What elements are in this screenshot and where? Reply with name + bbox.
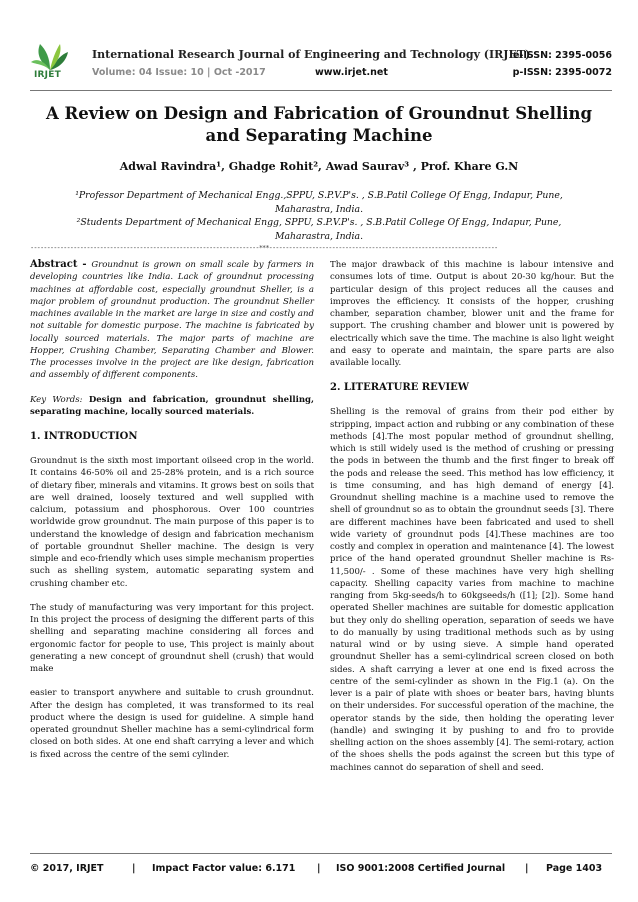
journal-name: International Research Journal of Engineering and Technology (IRJET) (92, 48, 531, 61)
footer-iso: ISO 9001:2008 Certified Journal (336, 863, 506, 874)
affiliation-1: ¹Professor Department of Mechanical Engg.,SPPU, S.P.V.P's. , S.B.Patil College Of Engg, Indapur, Pune, Maharastra, India. (75, 190, 563, 215)
abstract-label: Abstract - (30, 259, 92, 270)
intro-paragraph-1: Groundnut is the sixth most important oilseed crop in the world. It contains 46-50% oil and 25-28% protein, and is a rich source of dietary fiber, minerals and vitamins. It grows best on soils that are well drained, loosely textured and well supplied with calcium, potassium and phosphorous. Over 100 countries worldwide grow groundnut. The main purpose of this paper is to understand the knowledge of design and fabrication mechanism of portable groundnut Sheller machine. The design is very simple and eco-friendly which uses simple mechanism properties such as shelling system, automatic separating system and crushing chamber etc. (30, 456, 314, 589)
footer-separator: | (317, 863, 321, 874)
page-footer (30, 863, 612, 879)
left-column (30, 259, 314, 773)
keywords (30, 394, 314, 419)
abstract (30, 259, 314, 382)
intro-paragraph-2: The study of manufacturing was very important for this project. In this project the process of designing the different parts of this shelling and separating machine considering all forces and ergonomic factor for people to use, This project is mainly about generating a new concept of groundnut shell (crush) that would make (30, 602, 314, 674)
affiliation-2: ²Students Department of Mechanical Engg, SPPU, S.P.V.P's. , S.B.Patil College Of Engg, Indapur, Pune, Maharastra, India. (76, 217, 562, 242)
footer-impact-factor: Impact Factor value: 6.171 (152, 863, 296, 874)
section-separator: ---------------------------------------------------------------------***--------------------------------------------------------------------- (30, 244, 498, 252)
right-column (330, 259, 614, 786)
footer-divider (30, 853, 612, 854)
leaf-logo-icon (30, 42, 70, 72)
abstract-text: Groundnut is grown on small scale by farmers in developing countries like India. Lack of groundnut processing machines at affordable cost, especially groundnut Sheller, is a major problem of groundnut production. The groundnut Sheller machines available in the market are large in size and costly and not suitable for domestic purpose. The machine is fabricated by locally sourced materials. The major parts of machine are Hopper, Crushing Chamber, Separating Chamber and Blower. The processes involve in the project are like design, fabrication and assembly of different components. (30, 260, 314, 381)
section-heading-introduction: 1. INTRODUCTION (30, 431, 138, 442)
author-list: Adwal Ravindra¹, Ghadge Rohit², Awad Saurav³ , Prof. Khare G.N (119, 160, 519, 173)
p-issn: p-ISSN: 2395-0072 (512, 67, 612, 78)
keywords-label: Key Words: (30, 394, 89, 405)
footer-page-number: Page 1403 (546, 863, 603, 874)
irjet-logo (30, 42, 78, 84)
footer-separator: | (525, 863, 529, 874)
section-heading-literature-review: 2. LITERATURE REVIEW (330, 382, 470, 394)
intro-paragraph-3: easier to transport anywhere and suitable to crush groundnut. After the design has completed, it was transformed to its real product where the design is used for guideline. A simple hand operated groundnut Sheller machine has a semi-cylindrical form closed on both sides. At one end shaft carrying a lever and which is fixed across the centre of the semi cylinder. (30, 688, 314, 760)
website-link[interactable]: www.irjet.net (315, 67, 388, 78)
footer-copyright: © 2017, IRJET (30, 863, 104, 874)
logo-text: IRJET (34, 70, 61, 80)
e-issn: e-ISSN: 2395-0056 (512, 50, 612, 61)
literature-paragraph-1: Shelling is the removal of grains from their pod either by stripping, impact action and rubbing or any combination of these methods [4].The most popular method of groundnut shelling, which is still widely used is the method of crushing or pressing the pods in between the thumb and the first finger to break off the pods and release the seed. This method has low efficiency, it is time consuming, and has high demand of energy [4]. Groundnut shelling machine is a machine used to remove the shell of groundnut so as to obtain the groundnut seeds [3]. There are different machines have been fabricated and used to shell wide variety of groundnut pods [4].These machines are too costly and complex in operation and maintenance [4]. The lowest price of the hand operated groundnut Sheller machine is Rs-11,500/- . Some of these machines have very high shelling capacity. Shelling capacity varies from machine to machine ranging from 5kg-seeds/h to 60kgseeds/h ([1]; [2]). Some hand operated Sheller machines are suitable for domestic application but they only do shelling operation, separation of seeds we have to do manually by using traditional methods such as by using natural wind or by using sieve. A simple hand operated groundnut Sheller has a semi-cylindrical screen closed on both sides. A shaft carrying a lever at one end is fixed across the centre of the semi-cylinder as shown in the Fig.1 (a). On the lever is a pair of plate with shoes or beater bars, having blunts on their undersides. For successful operation of the machine, the operator stands by the side, then holding the operating lever (handle) and swinging it by pushing to and fro to provide shelling action on the shoes assembly [4]. The semi-rotary, action of the shoes shells the pods against the screen but this type of machines cannot do separation of shell and seed. (330, 407, 614, 773)
keywords-text: Design and fabrication, groundnut shelling, separating machine, locally sourced materials. (30, 394, 314, 417)
intro-paragraph-4: The major drawback of this machine is labour intensive and consumes lots of time. Output is about 20-30 kg/hour. But the particular design of this project reduces all the causes and improves the efficiency. It consists of the hopper, crushing chamber, separation chamber, blower unit and the frame for support. The crushing chamber and blower unit is powered by electrically which save the time. The machine is also light weight and easy to operate and maintain, the spare parts are also available locally. (330, 260, 614, 368)
journal-header (30, 42, 612, 86)
header-divider (30, 90, 612, 91)
paper-title: A Review on Design and Fabrication of Groundnut Shelling and Separating Machine (45, 104, 593, 145)
volume-issue: Volume: 04 Issue: 10 | Oct -2017 (92, 67, 266, 78)
footer-separator: | (132, 863, 136, 874)
